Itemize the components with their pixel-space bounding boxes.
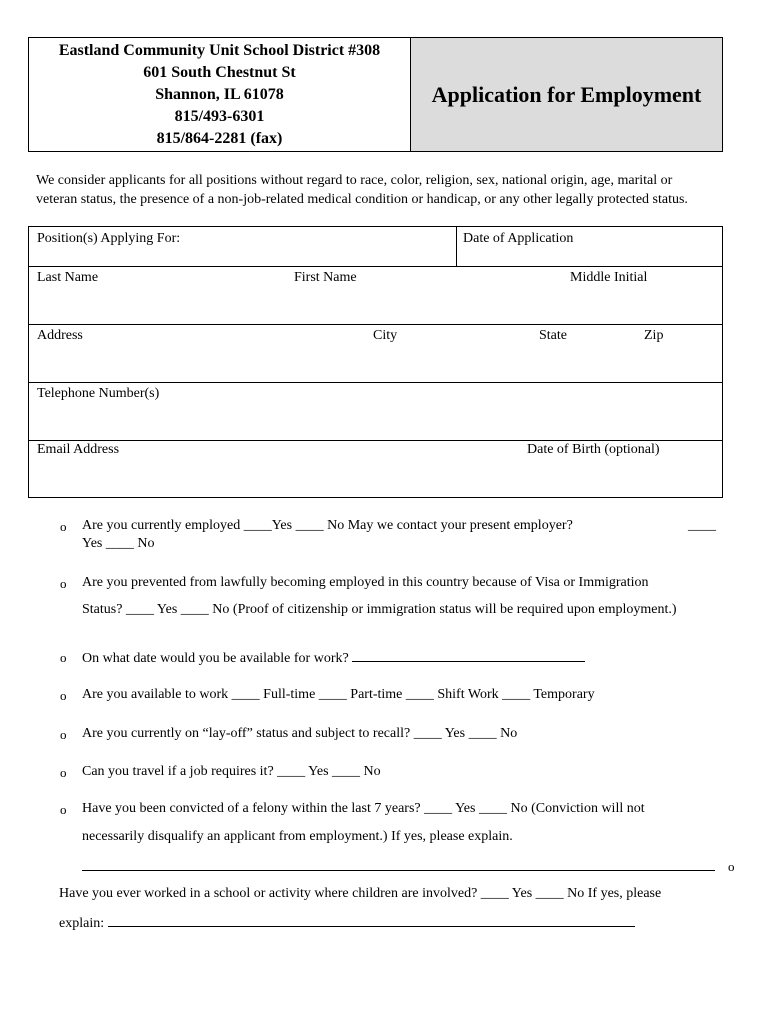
- question-visa[interactable]: Are you prevented from lawfully becoming employed in this country because of Visa or Immigration: [82, 575, 649, 590]
- form-title: Application for Employment: [431, 81, 702, 107]
- applicant-info-table: [28, 226, 723, 498]
- question-children-explain[interactable]: [59, 914, 635, 932]
- availability-date-label: On what date would you be available for work?: [82, 651, 349, 666]
- bullet-icon: o: [728, 859, 735, 874]
- row-address: [29, 325, 722, 383]
- question-travel[interactable]: Can you travel if a job requires it? ____ Yes ____ No: [82, 764, 381, 779]
- bullet-icon: o: [60, 650, 67, 665]
- bullet-icon: o: [60, 727, 67, 742]
- date-of-application-field[interactable]: Date of Application: [463, 231, 574, 246]
- district-phone: 815/493-6301: [174, 107, 265, 125]
- state-field[interactable]: State: [539, 328, 567, 343]
- district-street: 601 South Chestnut St: [143, 63, 296, 81]
- email-field[interactable]: Email Address: [37, 442, 120, 457]
- district-name: Eastland Community Unit School District #308: [58, 41, 381, 59]
- cell-divider: [456, 227, 457, 266]
- bullet-icon: o: [60, 519, 67, 534]
- bullet-icon: o: [60, 576, 67, 591]
- bullet-icon: o: [60, 765, 67, 780]
- question-felony-explain[interactable]: necessarily disqualify an applicant from employment.) If yes, please explain.: [82, 829, 513, 844]
- children-explain-label: explain:: [59, 916, 105, 931]
- question-felony[interactable]: Have you been convicted of a felony within the last 7 years? ____ Yes ____ No (Conviction will not: [82, 801, 645, 816]
- district-city-state-zip: Shannon, IL 61078: [155, 85, 284, 103]
- district-address-block: [29, 38, 411, 151]
- row-email: [29, 441, 722, 497]
- date-of-birth-field[interactable]: Date of Birth (optional): [527, 442, 660, 457]
- availability-date-blank[interactable]: [352, 649, 585, 662]
- zip-field[interactable]: Zip: [644, 328, 664, 343]
- letterhead-box: [28, 37, 723, 152]
- address-field[interactable]: Address: [37, 328, 83, 343]
- middle-initial-field[interactable]: Middle Initial: [570, 270, 648, 285]
- question-employed[interactable]: Are you currently employed ____Yes ____ No May we contact your present employer?: [82, 518, 573, 533]
- question-availability-date[interactable]: [82, 649, 585, 667]
- question-employed-blank[interactable]: ____: [688, 518, 716, 533]
- bullet-icon: o: [60, 802, 67, 817]
- question-work-type[interactable]: Are you available to work ____ Full-time ____ Part-time ____ Shift Work ____ Temporary: [82, 687, 595, 702]
- first-name-field[interactable]: First Name: [294, 270, 357, 285]
- question-worked-with-children[interactable]: Have you ever worked in a school or activity where children are involved? ____ Yes ____ No If yes, please: [59, 886, 662, 901]
- nondiscrimination-statement: [36, 171, 746, 209]
- city-field[interactable]: City: [373, 328, 398, 343]
- children-explanation-blank[interactable]: [108, 914, 635, 927]
- felony-explanation-blank[interactable]: [82, 858, 715, 871]
- statement-line-1: We consider applicants for all positions without regard to race, color, religion, sex, national origin, age, marital or: [36, 173, 673, 188]
- row-telephone: [29, 383, 722, 441]
- question-visa-status[interactable]: Status? ____ Yes ____ No (Proof of citizenship or immigration status will be required upon employment.): [82, 602, 677, 617]
- form-title-cell: [411, 38, 722, 151]
- row-name: [29, 267, 722, 325]
- district-fax: 815/864-2281 (fax): [156, 129, 283, 147]
- bullet-icon: o: [60, 688, 67, 703]
- telephone-field[interactable]: Telephone Number(s): [37, 386, 160, 401]
- question-employed-contact[interactable]: Yes ____ No: [82, 536, 155, 551]
- question-layoff[interactable]: Are you currently on “lay-off” status and subject to recall? ____ Yes ____ No: [82, 726, 518, 741]
- row-position: [29, 227, 722, 267]
- last-name-field[interactable]: Last Name: [37, 270, 99, 285]
- positions-field[interactable]: Position(s) Applying For:: [37, 231, 181, 246]
- statement-line-2: veteran status, the presence of a non-job-related medical condition or handicap, or any other legally protected status.: [36, 192, 688, 207]
